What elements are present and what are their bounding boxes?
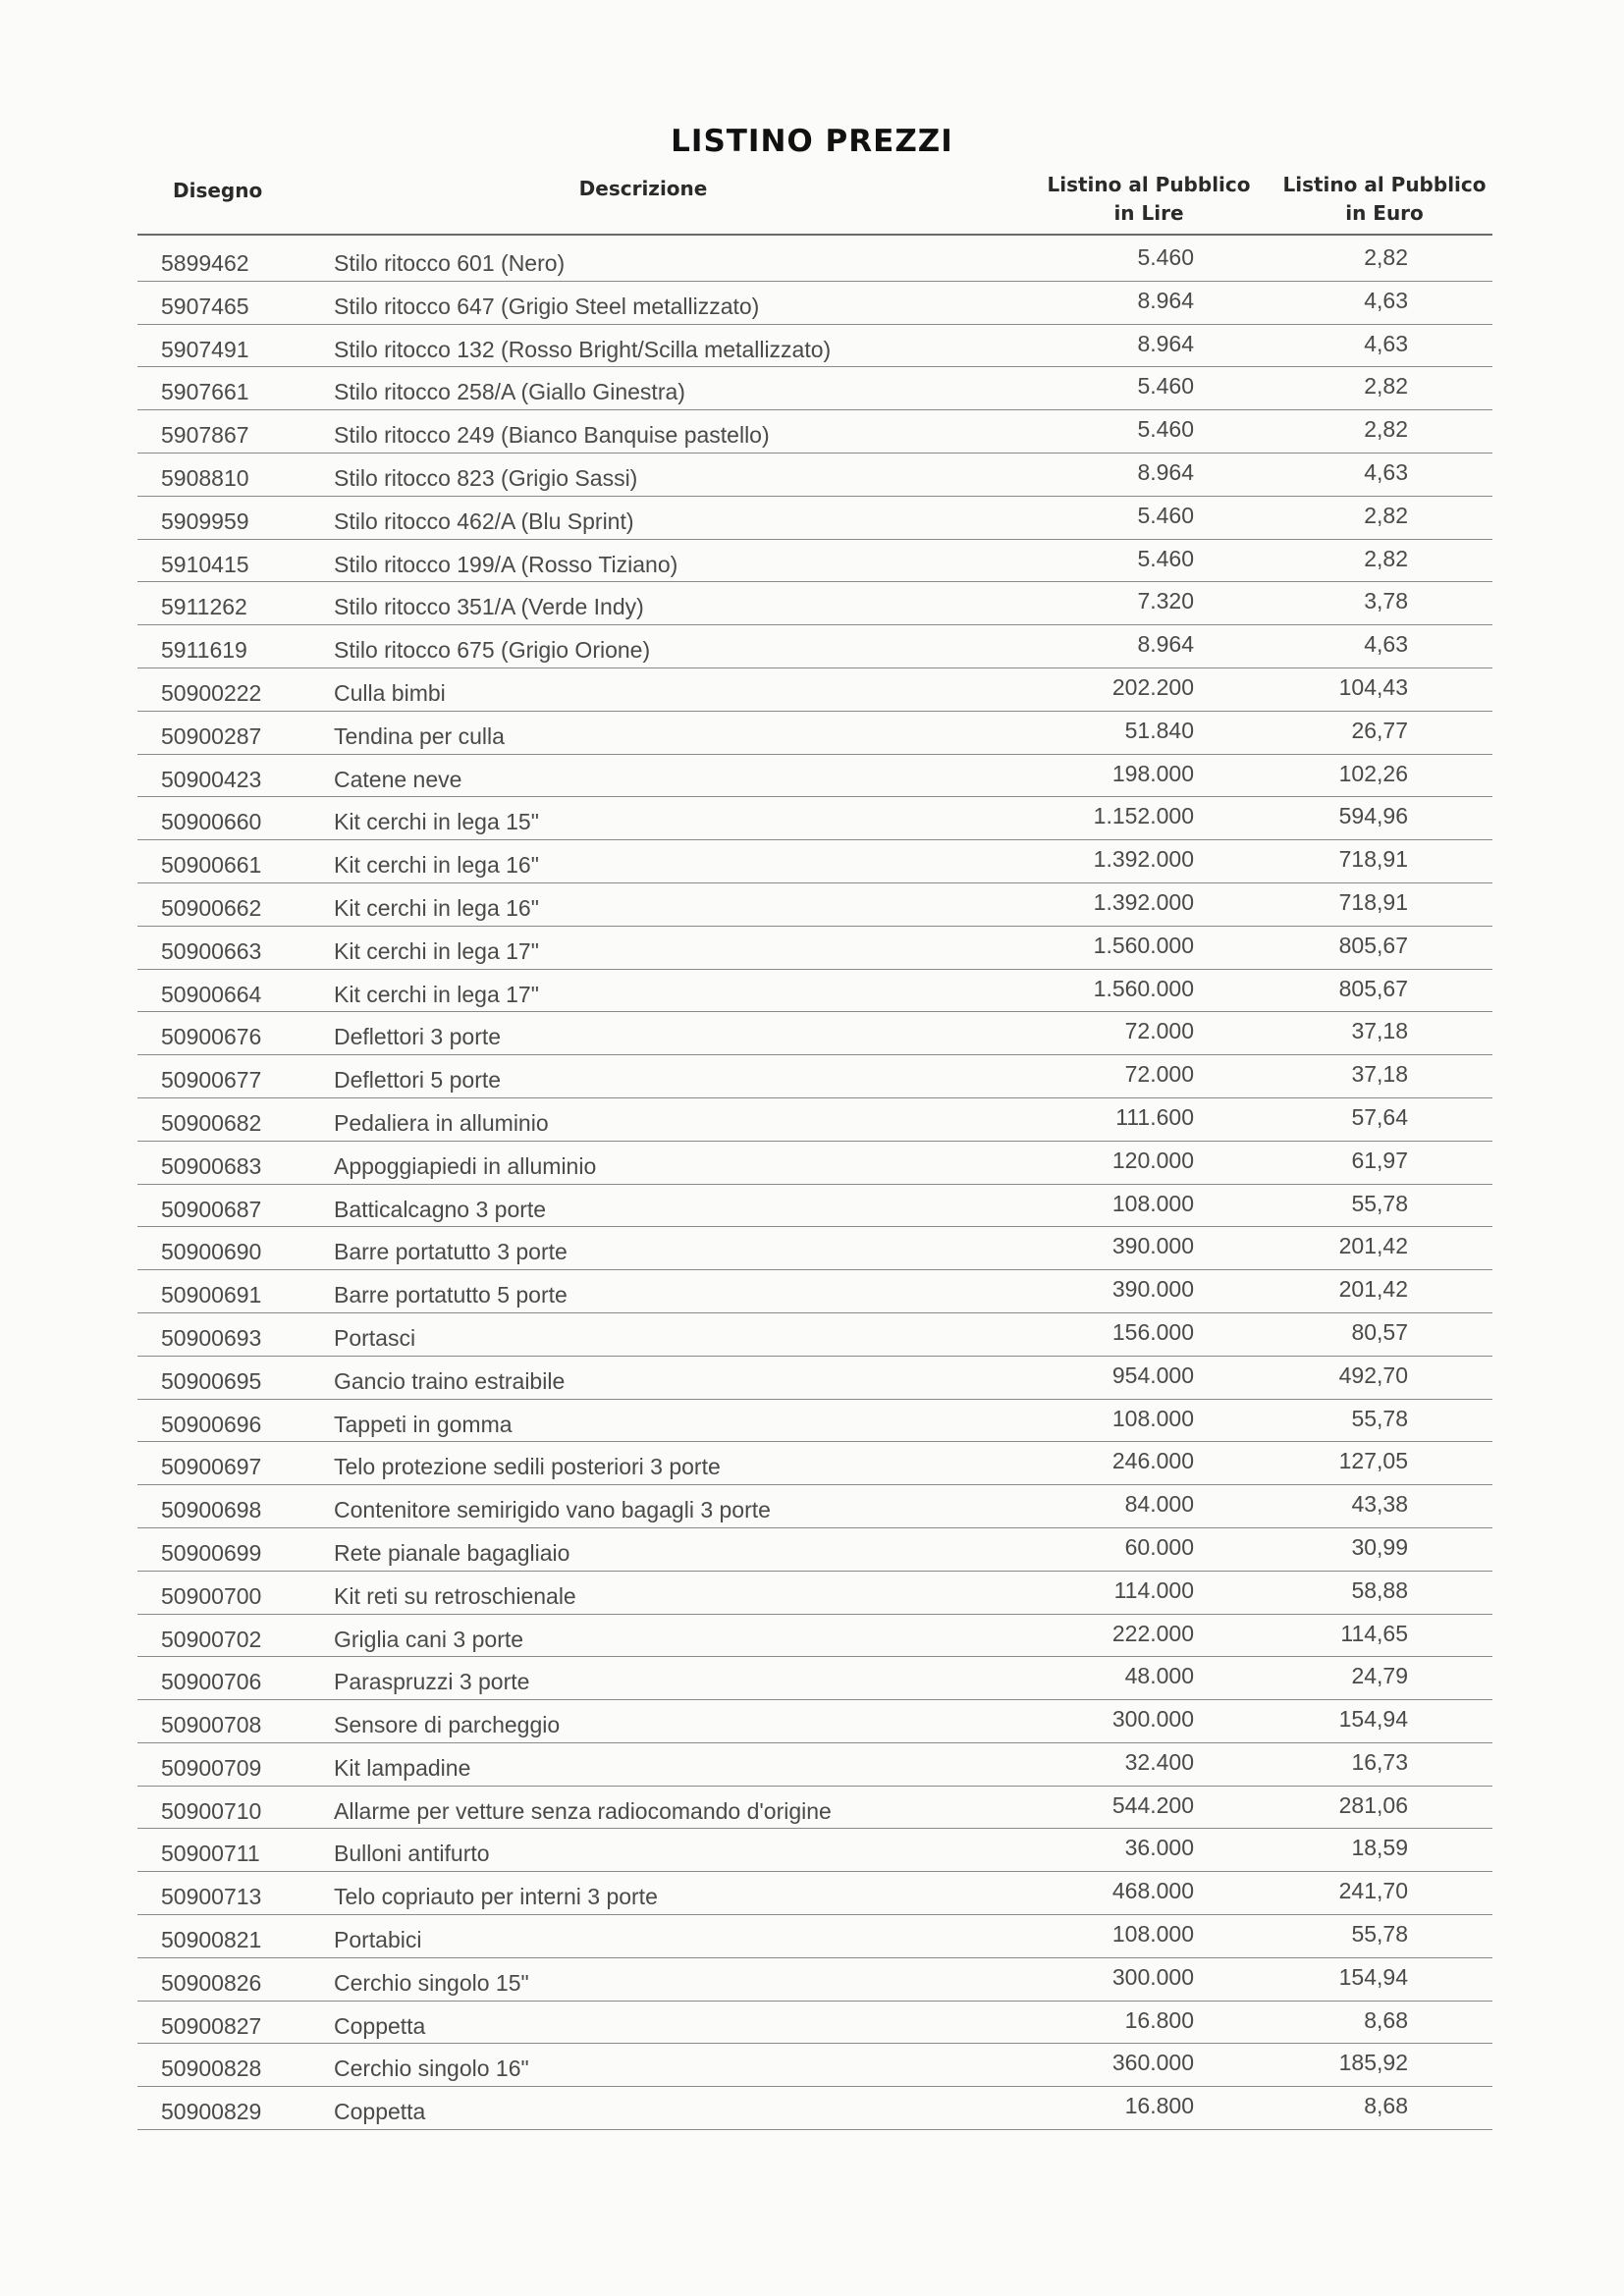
item-price-lire: 7.320 bbox=[1137, 588, 1194, 614]
item-code: 50900827 bbox=[161, 2012, 262, 2039]
item-code: 50900423 bbox=[161, 766, 262, 792]
item-description: Stilo ritocco 132 (Rosso Bright/Scilla metallizzato) bbox=[334, 336, 832, 362]
item-code: 5911262 bbox=[161, 594, 247, 620]
item-price-euro: 718,91 bbox=[1338, 888, 1408, 915]
item-price-lire: 954.000 bbox=[1111, 1362, 1194, 1388]
item-description: Portabici bbox=[334, 1927, 422, 1953]
item-description: Barre portatutto 5 porte bbox=[334, 1282, 568, 1308]
table-row bbox=[137, 1098, 1492, 1142]
item-description: Kit cerchi in lega 15" bbox=[334, 809, 539, 835]
item-description: Stilo ritocco 258/A (Giallo Ginestra) bbox=[334, 379, 685, 405]
item-code: 5899462 bbox=[161, 250, 249, 276]
item-code: 5909959 bbox=[161, 507, 249, 534]
item-price-lire: 1.392.000 bbox=[1093, 846, 1194, 873]
item-code: 50900690 bbox=[161, 1239, 262, 1265]
table-row bbox=[137, 1915, 1492, 1958]
item-description: Telo protezione sedili posteriori 3 porte bbox=[334, 1454, 721, 1480]
item-description: Pedaliera in alluminio bbox=[334, 1109, 549, 1136]
item-price-lire: 5.460 bbox=[1137, 373, 1194, 400]
item-description: Appoggiapiedi in alluminio bbox=[334, 1152, 597, 1179]
item-price-euro: 718,91 bbox=[1338, 846, 1408, 873]
item-price-lire: 300.000 bbox=[1111, 1963, 1194, 1990]
column-header-price-lire-line1: Listino al Pubblico bbox=[1047, 173, 1251, 196]
table-row bbox=[137, 1958, 1492, 2002]
item-code: 50900687 bbox=[161, 1196, 262, 1222]
item-description: Telo copriauto per interni 3 porte bbox=[334, 1884, 658, 1910]
table-row bbox=[137, 454, 1492, 497]
table-row bbox=[137, 970, 1492, 1013]
item-description: Stilo ritocco 823 (Grigio Sassi) bbox=[334, 464, 638, 491]
item-description: Batticalcagno 3 porte bbox=[334, 1196, 547, 1222]
item-description: Kit cerchi in lega 17" bbox=[334, 981, 539, 1007]
item-code: 50900691 bbox=[161, 1282, 262, 1308]
table-row bbox=[137, 239, 1492, 282]
table-row bbox=[137, 1528, 1492, 1572]
item-price-euro: 57,64 bbox=[1351, 1103, 1408, 1130]
item-code: 5910415 bbox=[161, 551, 249, 577]
item-price-lire: 390.000 bbox=[1111, 1276, 1194, 1303]
item-price-lire: 120.000 bbox=[1111, 1147, 1194, 1173]
item-price-euro: 43,38 bbox=[1351, 1491, 1408, 1518]
item-price-euro: 16,73 bbox=[1351, 1748, 1408, 1775]
item-description: Coppetta bbox=[334, 2099, 426, 2125]
item-code: 50900696 bbox=[161, 1411, 262, 1437]
item-price-lire: 198.000 bbox=[1111, 760, 1194, 786]
item-price-lire: 1.152.000 bbox=[1093, 803, 1194, 829]
table-row bbox=[137, 540, 1492, 583]
item-description: Stilo ritocco 647 (Grigio Steel metallizzato) bbox=[334, 293, 760, 319]
item-description: Tappeti in gomma bbox=[334, 1411, 513, 1437]
item-price-lire: 5.460 bbox=[1137, 416, 1194, 443]
item-code: 50900828 bbox=[161, 2056, 262, 2082]
item-price-lire: 16.800 bbox=[1124, 2006, 1194, 2033]
item-code: 5908810 bbox=[161, 464, 249, 491]
table-row bbox=[137, 1700, 1492, 1743]
item-price-lire: 8.964 bbox=[1137, 287, 1194, 313]
item-price-euro: 37,18 bbox=[1351, 1018, 1408, 1044]
item-price-lire: 8.964 bbox=[1137, 458, 1194, 485]
table-row bbox=[137, 883, 1492, 927]
item-price-euro: 4,63 bbox=[1364, 631, 1408, 658]
item-price-euro: 55,78 bbox=[1351, 1405, 1408, 1431]
item-price-euro: 8,68 bbox=[1364, 2093, 1408, 2119]
item-price-euro: 30,99 bbox=[1351, 1533, 1408, 1560]
item-description: Stilo ritocco 601 (Nero) bbox=[334, 250, 566, 276]
table-row bbox=[137, 1872, 1492, 1915]
item-code: 50900821 bbox=[161, 1927, 262, 1953]
item-price-lire: 390.000 bbox=[1111, 1233, 1194, 1259]
item-price-euro: 805,67 bbox=[1338, 932, 1408, 958]
item-code: 50900676 bbox=[161, 1024, 262, 1050]
column-header-code: Disegno bbox=[173, 179, 263, 202]
price-table bbox=[137, 239, 1492, 2130]
column-header-price-euro-line2: in Euro bbox=[1345, 201, 1424, 225]
item-description: Allarme per vetture senza radiocomando d'origine bbox=[334, 1797, 832, 1824]
item-price-euro: 201,42 bbox=[1338, 1276, 1408, 1303]
item-code: 5907867 bbox=[161, 422, 249, 449]
item-price-lire: 48.000 bbox=[1124, 1663, 1194, 1689]
item-price-lire: 156.000 bbox=[1111, 1318, 1194, 1345]
item-code: 5907465 bbox=[161, 293, 249, 319]
item-price-euro: 2,82 bbox=[1364, 373, 1408, 400]
item-description: Stilo ritocco 351/A (Verde Indy) bbox=[334, 594, 644, 620]
item-code: 50900709 bbox=[161, 1754, 262, 1781]
item-price-euro: 154,94 bbox=[1338, 1963, 1408, 1990]
column-header-price-euro-line1: Listino al Pubblico bbox=[1282, 173, 1487, 196]
item-description: Stilo ritocco 675 (Grigio Orione) bbox=[334, 637, 651, 664]
item-description: Griglia cani 3 porte bbox=[334, 1626, 524, 1652]
item-description: Contenitore semirigido vano bagagli 3 porte bbox=[334, 1497, 771, 1523]
item-code: 50900829 bbox=[161, 2099, 262, 2125]
item-price-euro: 241,70 bbox=[1338, 1878, 1408, 1904]
column-header-price-euro bbox=[1257, 171, 1512, 228]
item-description: Kit cerchi in lega 17" bbox=[334, 937, 539, 964]
item-description: Stilo ritocco 249 (Bianco Banquise pastello) bbox=[334, 422, 770, 449]
item-price-lire: 108.000 bbox=[1111, 1921, 1194, 1948]
item-price-euro: 185,92 bbox=[1338, 2050, 1408, 2076]
table-row bbox=[137, 1185, 1492, 1228]
item-price-euro: 127,05 bbox=[1338, 1448, 1408, 1474]
item-price-euro: 4,63 bbox=[1364, 287, 1408, 313]
item-price-euro: 2,82 bbox=[1364, 545, 1408, 571]
item-price-lire: 8.964 bbox=[1137, 631, 1194, 658]
item-code: 50900699 bbox=[161, 1539, 262, 1566]
item-code: 50900710 bbox=[161, 1797, 262, 1824]
item-description: Kit cerchi in lega 16" bbox=[334, 852, 539, 879]
item-price-lire: 360.000 bbox=[1111, 2050, 1194, 2076]
item-price-lire: 72.000 bbox=[1124, 1018, 1194, 1044]
table-row bbox=[137, 1313, 1492, 1357]
item-description: Kit cerchi in lega 16" bbox=[334, 894, 539, 921]
table-row bbox=[137, 1270, 1492, 1313]
item-description: Deflettori 3 porte bbox=[334, 1024, 502, 1050]
item-price-lire: 300.000 bbox=[1111, 1706, 1194, 1733]
item-price-euro: 8,68 bbox=[1364, 2006, 1408, 2033]
item-price-lire: 8.964 bbox=[1137, 330, 1194, 356]
item-price-euro: 201,42 bbox=[1338, 1233, 1408, 1259]
table-row bbox=[137, 2044, 1492, 2087]
column-header-price-lire bbox=[1021, 171, 1276, 228]
item-description: Kit reti su retroschienale bbox=[334, 1582, 576, 1609]
item-price-lire: 5.460 bbox=[1137, 244, 1194, 270]
item-price-lire: 60.000 bbox=[1124, 1533, 1194, 1560]
column-header-price-lire-line2: in Lire bbox=[1113, 201, 1184, 225]
item-price-euro: 61,97 bbox=[1351, 1147, 1408, 1173]
table-row bbox=[137, 1485, 1492, 1528]
table-row bbox=[137, 325, 1492, 368]
column-header-description: Descrizione bbox=[578, 177, 708, 200]
item-price-lire: 1.560.000 bbox=[1093, 975, 1194, 1001]
table-row bbox=[137, 668, 1492, 712]
item-price-lire: 5.460 bbox=[1137, 545, 1194, 571]
item-price-euro: 55,78 bbox=[1351, 1190, 1408, 1216]
table-row bbox=[137, 282, 1492, 325]
item-price-euro: 3,78 bbox=[1364, 588, 1408, 614]
item-description: Portasci bbox=[334, 1324, 416, 1351]
item-code: 50900713 bbox=[161, 1884, 262, 1910]
item-price-euro: 102,26 bbox=[1338, 760, 1408, 786]
item-code: 50900711 bbox=[161, 1841, 260, 1867]
item-code: 50900683 bbox=[161, 1152, 262, 1179]
item-code: 50900702 bbox=[161, 1626, 262, 1652]
item-price-lire: 5.460 bbox=[1137, 502, 1194, 528]
item-price-euro: 2,82 bbox=[1364, 502, 1408, 528]
item-price-euro: 80,57 bbox=[1351, 1318, 1408, 1345]
item-price-lire: 544.200 bbox=[1111, 1791, 1194, 1818]
item-code: 50900287 bbox=[161, 722, 262, 749]
table-row bbox=[137, 582, 1492, 625]
item-description: Coppetta bbox=[334, 2012, 426, 2039]
item-price-euro: 37,18 bbox=[1351, 1061, 1408, 1088]
table-row bbox=[137, 497, 1492, 540]
item-price-euro: 58,88 bbox=[1351, 1576, 1408, 1603]
item-price-lire: 84.000 bbox=[1124, 1491, 1194, 1518]
table-row bbox=[137, 755, 1492, 798]
item-code: 50900695 bbox=[161, 1367, 262, 1394]
table-header bbox=[137, 169, 1492, 236]
item-price-lire: 1.560.000 bbox=[1093, 932, 1194, 958]
table-row bbox=[137, 1829, 1492, 1872]
table-row bbox=[137, 410, 1492, 454]
item-code: 50900697 bbox=[161, 1454, 262, 1480]
table-row bbox=[137, 1572, 1492, 1615]
item-price-euro: 114,65 bbox=[1340, 1620, 1408, 1646]
table-row bbox=[137, 2087, 1492, 2130]
item-description: Bulloni antifurto bbox=[334, 1841, 490, 1867]
item-description: Stilo ritocco 462/A (Blu Sprint) bbox=[334, 507, 634, 534]
table-row bbox=[137, 1142, 1492, 1185]
item-price-euro: 281,06 bbox=[1338, 1791, 1408, 1818]
item-description: Kit lampadine bbox=[334, 1754, 471, 1781]
item-description: Catene neve bbox=[334, 766, 462, 792]
item-price-euro: 2,82 bbox=[1364, 416, 1408, 443]
table-row bbox=[137, 797, 1492, 840]
item-price-lire: 51.840 bbox=[1124, 717, 1194, 743]
table-row bbox=[137, 1743, 1492, 1787]
table-row bbox=[137, 1012, 1492, 1055]
table-row bbox=[137, 1787, 1492, 1830]
table-row bbox=[137, 1442, 1492, 1485]
table-row bbox=[137, 2002, 1492, 2045]
item-price-euro: 26,77 bbox=[1351, 717, 1408, 743]
item-code: 50900660 bbox=[161, 809, 262, 835]
table-row bbox=[137, 927, 1492, 970]
item-price-lire: 108.000 bbox=[1111, 1190, 1194, 1216]
item-description: Barre portatutto 3 porte bbox=[334, 1239, 568, 1265]
item-price-lire: 1.392.000 bbox=[1093, 888, 1194, 915]
table-row bbox=[137, 1615, 1492, 1658]
item-code: 50900682 bbox=[161, 1109, 262, 1136]
item-description: Cerchio singolo 15" bbox=[334, 1969, 529, 1996]
item-description: Deflettori 5 porte bbox=[334, 1067, 502, 1094]
item-price-lire: 108.000 bbox=[1111, 1405, 1194, 1431]
item-description: Cerchio singolo 16" bbox=[334, 2056, 529, 2082]
item-code: 50900222 bbox=[161, 679, 262, 706]
item-code: 50900826 bbox=[161, 1969, 262, 1996]
page-title: LISTINO PREZZI bbox=[671, 124, 953, 159]
item-price-lire: 36.000 bbox=[1124, 1835, 1194, 1861]
item-code: 50900708 bbox=[161, 1712, 262, 1738]
item-code: 50900664 bbox=[161, 981, 262, 1007]
item-code: 50900698 bbox=[161, 1497, 262, 1523]
table-row bbox=[137, 1400, 1492, 1443]
item-description: Tendina per culla bbox=[334, 722, 505, 749]
item-code: 5911619 bbox=[161, 637, 247, 664]
item-description: Rete pianale bagagliaio bbox=[334, 1539, 570, 1566]
item-code: 50900663 bbox=[161, 937, 262, 964]
item-code: 50900700 bbox=[161, 1582, 262, 1609]
item-description: Stilo ritocco 199/A (Rosso Tiziano) bbox=[334, 551, 678, 577]
item-price-lire: 32.400 bbox=[1124, 1748, 1194, 1775]
item-price-euro: 4,63 bbox=[1364, 330, 1408, 356]
item-price-lire: 111.600 bbox=[1115, 1103, 1194, 1130]
item-description: Culla bimbi bbox=[334, 679, 446, 706]
table-row bbox=[137, 1227, 1492, 1270]
item-price-lire: 222.000 bbox=[1111, 1620, 1194, 1646]
item-price-euro: 55,78 bbox=[1351, 1921, 1408, 1948]
item-price-euro: 2,82 bbox=[1364, 244, 1408, 270]
item-price-euro: 154,94 bbox=[1338, 1706, 1408, 1733]
item-code: 50900661 bbox=[161, 852, 262, 879]
item-code: 5907491 bbox=[161, 336, 249, 362]
item-description: Sensore di parcheggio bbox=[334, 1712, 561, 1738]
item-price-euro: 104,43 bbox=[1338, 673, 1408, 700]
item-price-euro: 805,67 bbox=[1338, 975, 1408, 1001]
table-row bbox=[137, 367, 1492, 410]
item-price-lire: 202.200 bbox=[1111, 673, 1194, 700]
item-price-euro: 492,70 bbox=[1338, 1362, 1408, 1388]
item-price-lire: 16.800 bbox=[1124, 2093, 1194, 2119]
item-description: Gancio traino estraibile bbox=[334, 1367, 566, 1394]
item-code: 50900677 bbox=[161, 1067, 262, 1094]
table-row bbox=[137, 712, 1492, 755]
item-price-lire: 468.000 bbox=[1111, 1878, 1194, 1904]
item-price-lire: 114.000 bbox=[1113, 1576, 1194, 1603]
item-code: 50900662 bbox=[161, 894, 262, 921]
table-row bbox=[137, 625, 1492, 668]
table-row bbox=[137, 1657, 1492, 1700]
item-code: 50900706 bbox=[161, 1669, 262, 1695]
table-row bbox=[137, 840, 1492, 883]
item-price-lire: 72.000 bbox=[1124, 1061, 1194, 1088]
item-price-euro: 24,79 bbox=[1351, 1663, 1408, 1689]
item-description: Paraspruzzi 3 porte bbox=[334, 1669, 530, 1695]
item-price-euro: 4,63 bbox=[1364, 458, 1408, 485]
item-price-euro: 18,59 bbox=[1351, 1835, 1408, 1861]
table-row bbox=[137, 1357, 1492, 1400]
item-code: 5907661 bbox=[161, 379, 249, 405]
table-row bbox=[137, 1055, 1492, 1098]
item-price-lire: 246.000 bbox=[1111, 1448, 1194, 1474]
item-code: 50900693 bbox=[161, 1324, 262, 1351]
item-price-euro: 594,96 bbox=[1338, 803, 1408, 829]
